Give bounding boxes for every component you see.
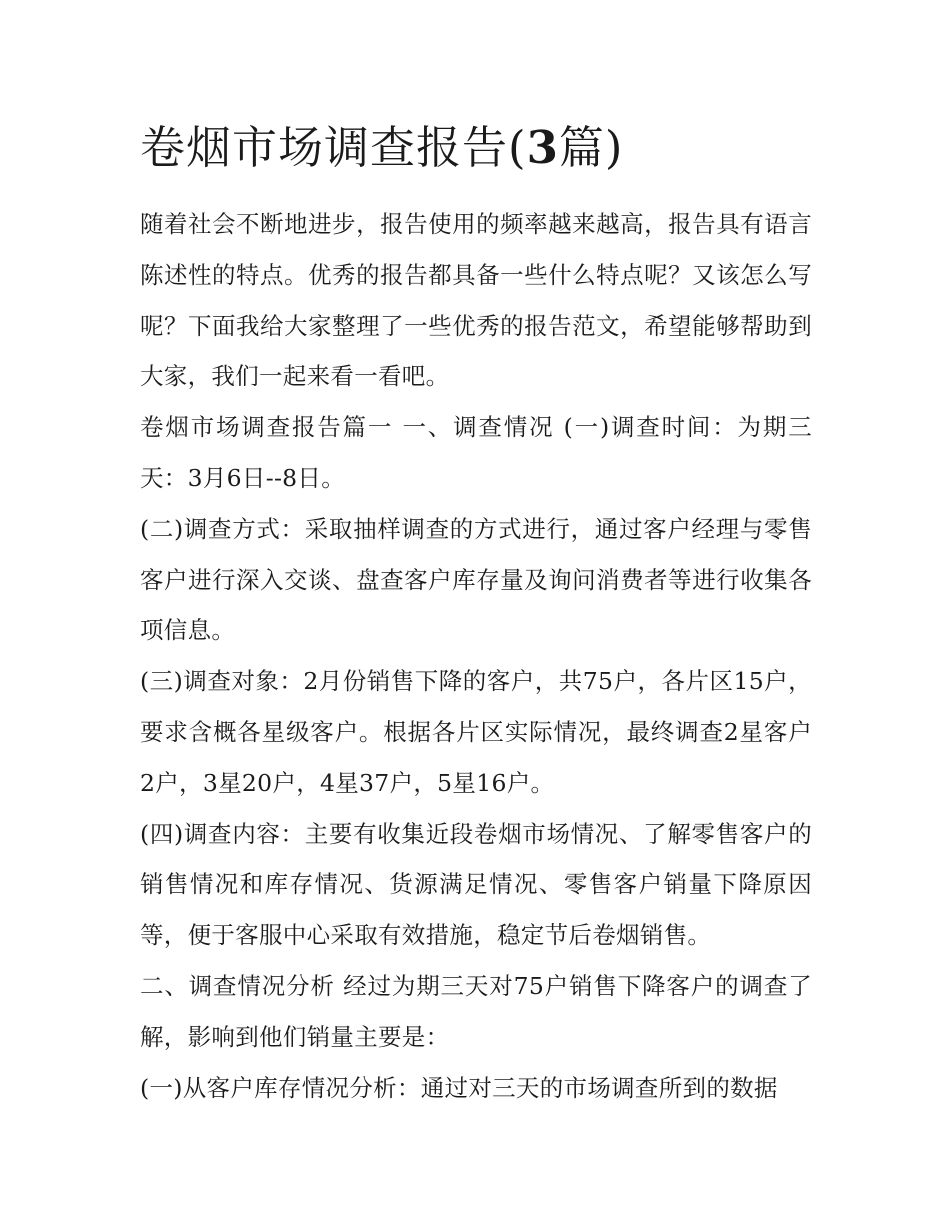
intro-paragraph: 随着社会不断地进步，报告使用的频率越来越高，报告具有语言陈述性的特点。优秀的报告都具备一些什么特点呢？又该怎么写呢？下面我给大家整理了一些优秀的报告范文，希望能够帮助到大家，我们一起来看一看吧。 bbox=[140, 210, 812, 391]
section-two-heading-paragraph: 二、调查情况分析 经过为期三天对75户销售下降客户的调查了解，影响到他们销量主要是： bbox=[140, 971, 812, 1051]
section-one-heading-paragraph: 卷烟市场调查报告篇一 一、调查情况 (一)调查时间：为期三天：3月6日--8日。 bbox=[140, 413, 812, 492]
survey-content-paragraph: (四)调查内容：主要有收集近段卷烟市场情况、了解零售客户的销售情况和库存情况、货源满足情况、零售客户销量下降原因等，便于客服中心采取有效措施，稳定节后卷烟销售。 bbox=[140, 819, 812, 950]
document-title bbox=[140, 116, 623, 180]
survey-target-paragraph: (三)调查对象：2月份销售下降的客户，共75户，各片区15户，要求含概各星级客户。根据各片区实际情况，最终调查2星客户2户，3星20户，4星37户，5星16户。 bbox=[140, 667, 812, 797]
document-body bbox=[140, 199, 812, 1113]
title-number: 3 bbox=[526, 121, 559, 174]
title-suffix: 篇) bbox=[558, 121, 624, 174]
inventory-analysis-paragraph: (一)从客户库存情况分析：通过对三天的市场调查所到的数据 bbox=[140, 1073, 778, 1102]
survey-method-paragraph: (二)调查方式：采取抽样调查的方式进行，通过客户经理与零售客户进行深入交谈、盘查客户库存量及询问消费者等进行收集各项信息。 bbox=[140, 514, 812, 645]
title-prefix: 卷烟市场调查报告( bbox=[140, 121, 527, 174]
